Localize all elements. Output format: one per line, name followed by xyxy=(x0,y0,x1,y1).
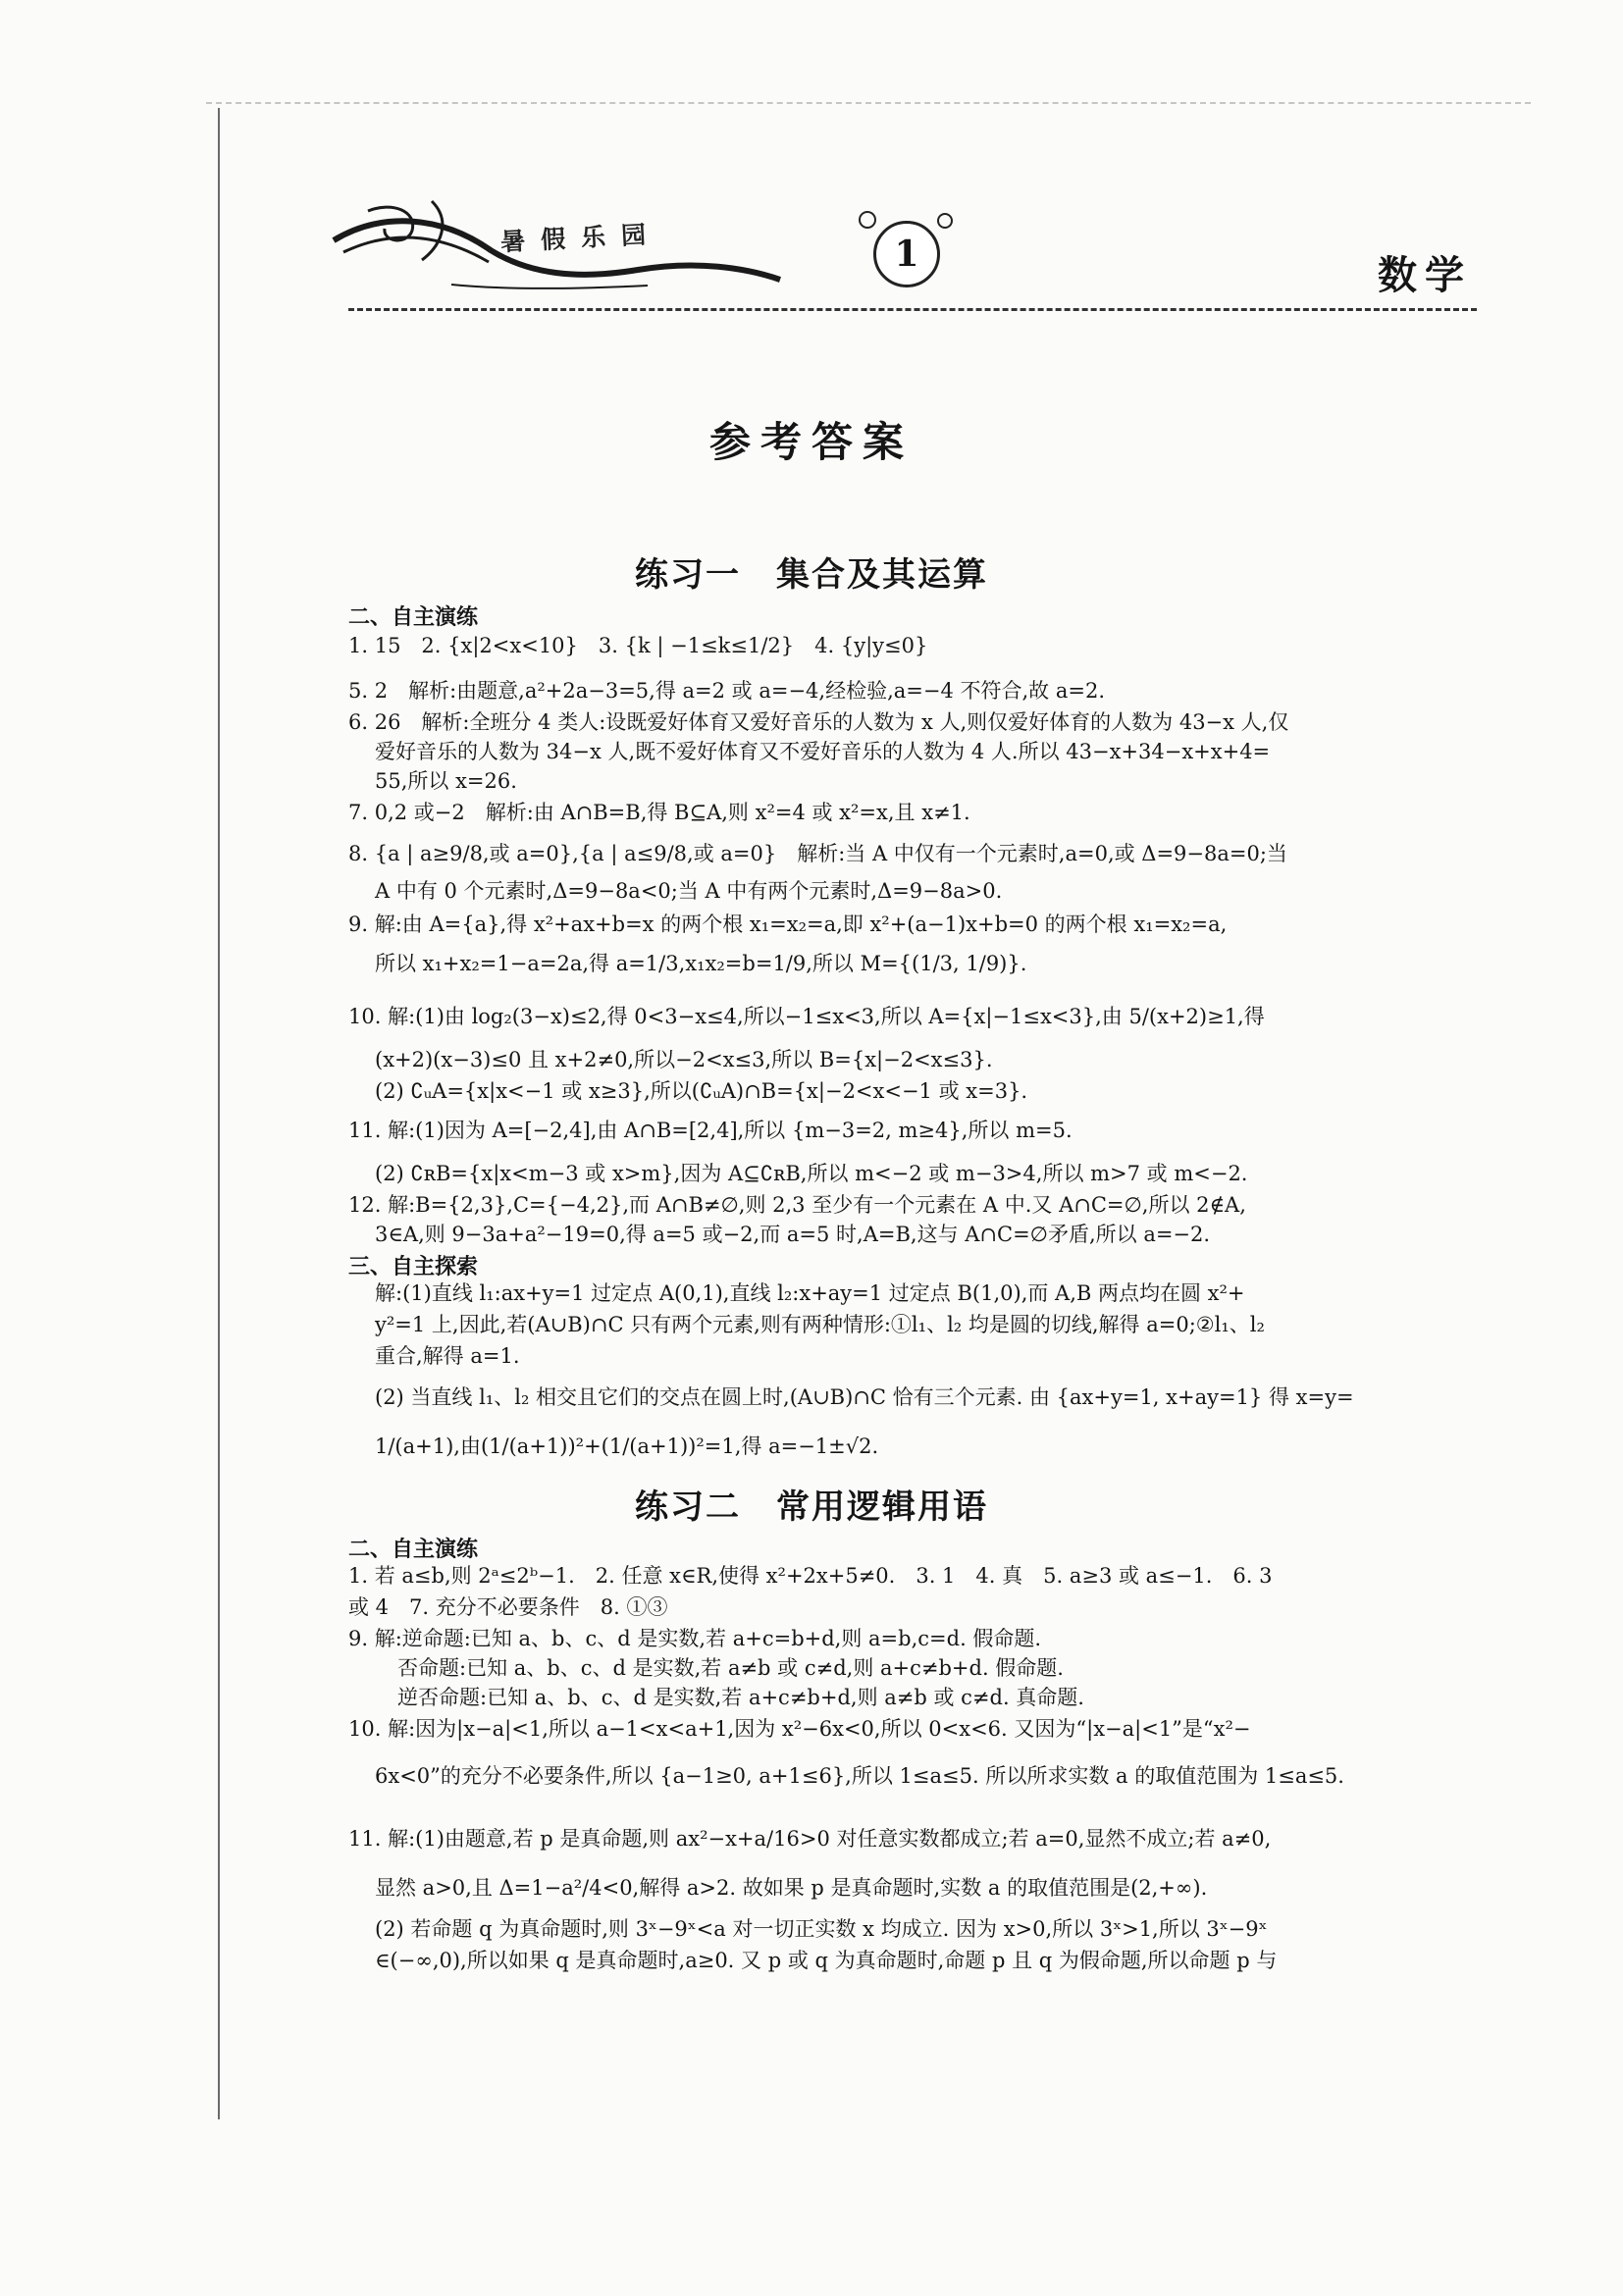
subsection-heading: 二、自主演练 xyxy=(348,1538,479,1562)
subsection-heading: 二、自主演练 xyxy=(348,605,479,630)
answer-line: 或 4 7. 充分不必要条件 8. ①③ xyxy=(348,1595,668,1619)
page-header xyxy=(324,191,1492,309)
answer-line: 9. 解:逆命题:已知 a、b、c、d 是实数,若 a+c=b+d,则 a=b,c=d. 假命题. xyxy=(348,1627,1042,1650)
answer-line: 所以 x₁+x₂=1−a=2a,得 a=1/3,x₁x₂=b=1/9,所以 M={(1/3, 1/9)}. xyxy=(375,952,1027,975)
header-divider xyxy=(348,308,1477,311)
logo xyxy=(324,191,785,299)
answer-line: 逆否命题:已知 a、b、c、d 是实数,若 a+c≠b+d,则 a≠b 或 c≠d. 真命题. xyxy=(397,1686,1084,1709)
answer-line: ∈(−∞,0),所以如果 q 是真命题时,a≥0. 又 p 或 q 为真命题时,命题 p 且 q 为假命题,所以命题 p 与 xyxy=(375,1949,1278,1972)
badge-bubble-icon xyxy=(937,213,953,229)
answer-line: (2) ∁ʀB={x|x<m−3 或 x>m},因为 A⊆∁ʀB,所以 m<−2 或 m−3>4,所以 m>7 或 m<−2. xyxy=(375,1162,1248,1185)
answer-line: 重合,解得 a=1. xyxy=(375,1344,520,1368)
answer-line: 爱好音乐的人数为 34−x 人,既不爱好体育又不爱好音乐的人数为 4 人.所以 43−x+34−x+x+4= xyxy=(375,740,1271,763)
scan-top-edge xyxy=(206,102,1531,104)
answer-line: (2) ∁ᵤA={x|x<−1 或 x≥3},所以(∁ᵤA)∩B={x|−2<x<−1 或 x=3}. xyxy=(375,1079,1028,1103)
answer-line: 1/(a+1),由(1/(a+1))²+(1/(a+1))²=1,得 a=−1±√2. xyxy=(375,1435,879,1458)
page-number: 1 xyxy=(873,221,940,287)
answer-line: 11. 解:(1)由题意,若 p 是真命题,则 ax²−x+a/16>0 对任意实数都成立;若 a=0,显然不成立;若 a≠0, xyxy=(348,1827,1272,1851)
answer-line: 否命题:已知 a、b、c、d 是实数,若 a≠b 或 c≠d,则 a+c≠b+d. 假命题. xyxy=(397,1656,1064,1680)
subject-label: 数学 xyxy=(1378,253,1472,298)
answer-line: A 中有 0 个元素时,Δ=9−8a<0;当 A 中有两个元素时,Δ=9−8a>0. xyxy=(375,879,1003,903)
answer-line: 8. {a | a≥9/8,或 a=0},{a | a≤9/8,或 a=0} 解析:当 A 中仅有一个元素时,a=0,或 Δ=9−8a=0;当 xyxy=(348,842,1287,865)
answer-line: 9. 解:由 A={a},得 x²+ax+b=x 的两个根 x₁=x₂=a,即 x²+(a−1)x+b=0 的两个根 x₁=x₂=a, xyxy=(348,913,1228,936)
answer-line: 10. 解:(1)由 log₂(3−x)≤2,得 0<3−x≤4,所以−1≤x<3,所以 A={x|−1≤x<3},由 5/(x+2)≥1,得 xyxy=(348,1005,1265,1028)
answer-line: (x+2)(x−3)≤0 且 x+2≠0,所以−2<x≤3,所以 B={x|−2<x≤3}. xyxy=(375,1048,993,1071)
answer-line: 55,所以 x=26. xyxy=(375,769,517,793)
answer-line: 解:(1)直线 l₁:ax+y=1 过定点 A(0,1),直线 l₂:x+ay=1 过定点 B(1,0),而 A,B 两点均在圆 x²+ xyxy=(375,1281,1245,1305)
logo-text: 暑假乐园 xyxy=(499,219,662,257)
answer-line: (2) 若命题 q 为真命题时,则 3ˣ−9ˣ<a 对一切正实数 x 均成立. 因为 x>0,所以 3ˣ>1,所以 3ˣ−9ˣ xyxy=(375,1917,1268,1941)
answer-line: 6x<0”的充分不必要条件,所以 {a−1≥0, a+1≤6},所以 1≤a≤5. 所以所求实数 a 的取值范围为 1≤a≤5. xyxy=(375,1764,1344,1788)
answer-line: 11. 解:(1)因为 A=[−2,4],由 A∩B=[2,4],所以 {m−3=2, m≥4},所以 m=5. xyxy=(348,1119,1073,1142)
answer-line: 7. 0,2 或−2 解析:由 A∩B=B,得 B⊆A,则 x²=4 或 x²=x,且 x≠1. xyxy=(348,801,970,824)
answer-line: y²=1 上,因此,若(A∪B)∩C 只有两个元素,则有两种情形:①l₁、l₂ 均是圆的切线,解得 a=0;②l₁、l₂ xyxy=(375,1313,1265,1336)
section-title: 练习一 集合及其运算 xyxy=(635,555,988,595)
page-title: 参考答案 xyxy=(708,418,914,466)
answer-line: 6. 26 解析:全班分 4 类人:设既爱好体育又爱好音乐的人数为 x 人,则仅爱好体育的人数为 43−x 人,仅 xyxy=(348,710,1289,734)
answer-line: (2) 当直线 l₁、l₂ 相交且它们的交点在圆上时,(A∪B)∩C 恰有三个元素. 由 {ax+y=1, x+ay=1} 得 x=y= xyxy=(375,1385,1354,1409)
answer-line: 3∈A,则 9−3a+a²−19=0,得 a=5 或−2,而 a=5 时,A=B,这与 A∩C=∅矛盾,所以 a=−2. xyxy=(375,1223,1211,1246)
badge-bubble-icon xyxy=(859,211,876,229)
answer-line: 12. 解:B={2,3},C={−4,2},而 A∩B≠∅,则 2,3 至少有一个元素在 A 中.又 A∩C=∅,所以 2∉A, xyxy=(348,1193,1246,1217)
answer-line: 1. 若 a≤b,则 2ᵃ≤2ᵇ−1. 2. 任意 x∈R,使得 x²+2x+5≠0. 3. 1 4. 真 5. a≥3 或 a≤−1. 6. 3 xyxy=(348,1564,1273,1588)
section-title: 练习二 常用逻辑用语 xyxy=(635,1487,988,1527)
answer-line: 1. 15 2. {x|2<x<10} 3. {k | −1≤k≤1/2} 4. {y|y≤0} xyxy=(348,634,928,657)
answer-line: 5. 2 解析:由题意,a²+2a−3=5,得 a=2 或 a=−4,经检验,a=−4 不符合,故 a=2. xyxy=(348,679,1106,703)
answer-line: 10. 解:因为|x−a|<1,所以 a−1<x<a+1,因为 x²−6x<0,所以 0<x<6. 又因为“|x−a|<1”是“x²− xyxy=(348,1717,1251,1741)
answer-line: 显然 a>0,且 Δ=1−a²/4<0,解得 a>2. 故如果 p 是真命题时,实数 a 的取值范围是(2,+∞). xyxy=(375,1876,1208,1900)
subsection-heading: 三、自主探索 xyxy=(348,1255,479,1279)
